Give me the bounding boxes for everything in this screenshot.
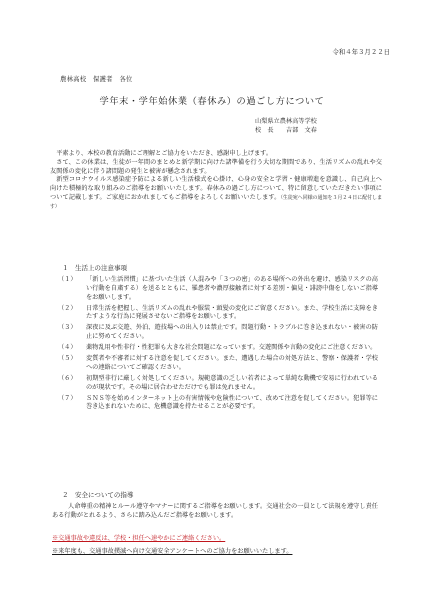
list-item-number: （５）	[58, 355, 77, 363]
section2-heading: ２ 安全についての指導	[62, 491, 134, 499]
list-item	[58, 324, 378, 342]
intro-paragraph: さて、この休業は、生徒が一年間のまとめと新学期に向けた諸準備を行う大切な期間であり、生活リズムの乱れや交友関係の変化に伴う諸問題の発生と被害が懸念されます。	[50, 158, 382, 175]
sender-block	[255, 117, 317, 136]
list-item-text: 変質者や不審者に対する注意を促してください。また、遭遇した場合の対処方法と、警察・保護者・学校への連絡についてご確認ください。	[86, 355, 378, 371]
section2-body	[52, 503, 378, 521]
list-item	[58, 344, 378, 353]
document-title: 学年末・学年始休業（春休み）の過ごし方について	[99, 96, 325, 107]
intro-paragraph: 平素より、本校の教育活動にご理解とご協力をいただき、感謝申し上げます。	[56, 150, 273, 157]
section2-paragraph: 人命尊重の精神とルール遵守やマナーに関するご指導をお願いします。交通社会の一員として法規を遵守し責任ある行動がとれるよう、さらに踏み込んだご指導をお願いします。	[52, 503, 378, 519]
distribution-note: （生徒宛へ同様の通知を３月２４日に配付します）	[50, 194, 382, 210]
list-item-text: ＳＮＳ等を始めインターネット上の有害情報や危険性について、改めて注意を促してください。犯罪等に巻き込まれないために、危機意識を持たせることが必要です。	[86, 394, 378, 411]
list-item-number: （２）	[58, 304, 77, 312]
list-item-number: （１）	[58, 276, 77, 283]
sender-principal: 校 長 吉部 文春	[255, 127, 317, 135]
list-item-text: 深夜に及ぶ交遊、外泊、遊技場への出入りは禁止です。問題行動・トラブルに巻き込まれない・被害の防止に努めてください。	[86, 324, 378, 341]
document-date: 令和４年３月２２日	[332, 48, 390, 56]
list-item-text: 薬物乱用や性非行・性犯罪も大きな社会問題になっています。交遊関係や言動の変化にご注意ください。	[86, 344, 377, 352]
traffic-accident-note: ※交通事故や違反は、学校・担任へ速やかにご連絡ください。	[52, 535, 226, 542]
intro-paragraph	[50, 176, 382, 211]
intro-paragraph-text: 新型コロナウイルス感染症予防による新しい生活様式を心掛け、心身の安全と学習・健康増進を意識し、自己向上へ向けた積極的な取り組みのご指導をお願いいたします。春休みの過ごし方について、特に留意していただきたい事項について記載します。ご家庭におかれましてもご指導をよろしくお願いいたします。	[50, 176, 382, 201]
sender-school: 山梨県立農林高等学校	[255, 118, 317, 125]
list-item-number: （６）	[58, 374, 77, 382]
list-item-number: （４）	[58, 344, 77, 352]
list-item-text: 初期型非行に厳しく対処してください。規範意識の乏しい若者によって単純な動機で安易に行われているのが現状です。その場に居合わせただけでも罪は免れません。	[86, 374, 378, 391]
list-item-number: （３）	[58, 324, 77, 332]
traffic-survey-note: ※来年度も、交通事故撲滅へ向け交通安全アンケートへのご協力をお願いいたします。	[52, 548, 293, 555]
intro-body	[50, 150, 382, 212]
list-item	[58, 355, 378, 373]
list-item	[58, 395, 378, 413]
section1-list	[58, 276, 378, 414]
list-item-text: 「新しい生活習慣」に基づいた生活（人混みや「３つの密」のある場所への外出を避け、感染リスクの高い行動を自粛する）を送るとともに、罹患者や濃厚接触者に対する差別・偏見・誹謗中傷をしないご指導をお願いします。	[86, 276, 378, 301]
addressee: 農林高校 保護者 各位	[60, 75, 133, 83]
list-item-number: （７）	[58, 394, 77, 402]
list-item	[58, 375, 378, 393]
list-item-text: 日常生活を把握し、生活リズムの乱れや服装・頭髪の変化にご留意ください。また、学校生活に支障をきたすような行為に発展させないご指導をお願いします。	[86, 304, 378, 321]
list-item	[58, 276, 378, 302]
section1-heading: １ 生活上の注意事項	[62, 264, 127, 272]
list-item	[58, 305, 378, 323]
